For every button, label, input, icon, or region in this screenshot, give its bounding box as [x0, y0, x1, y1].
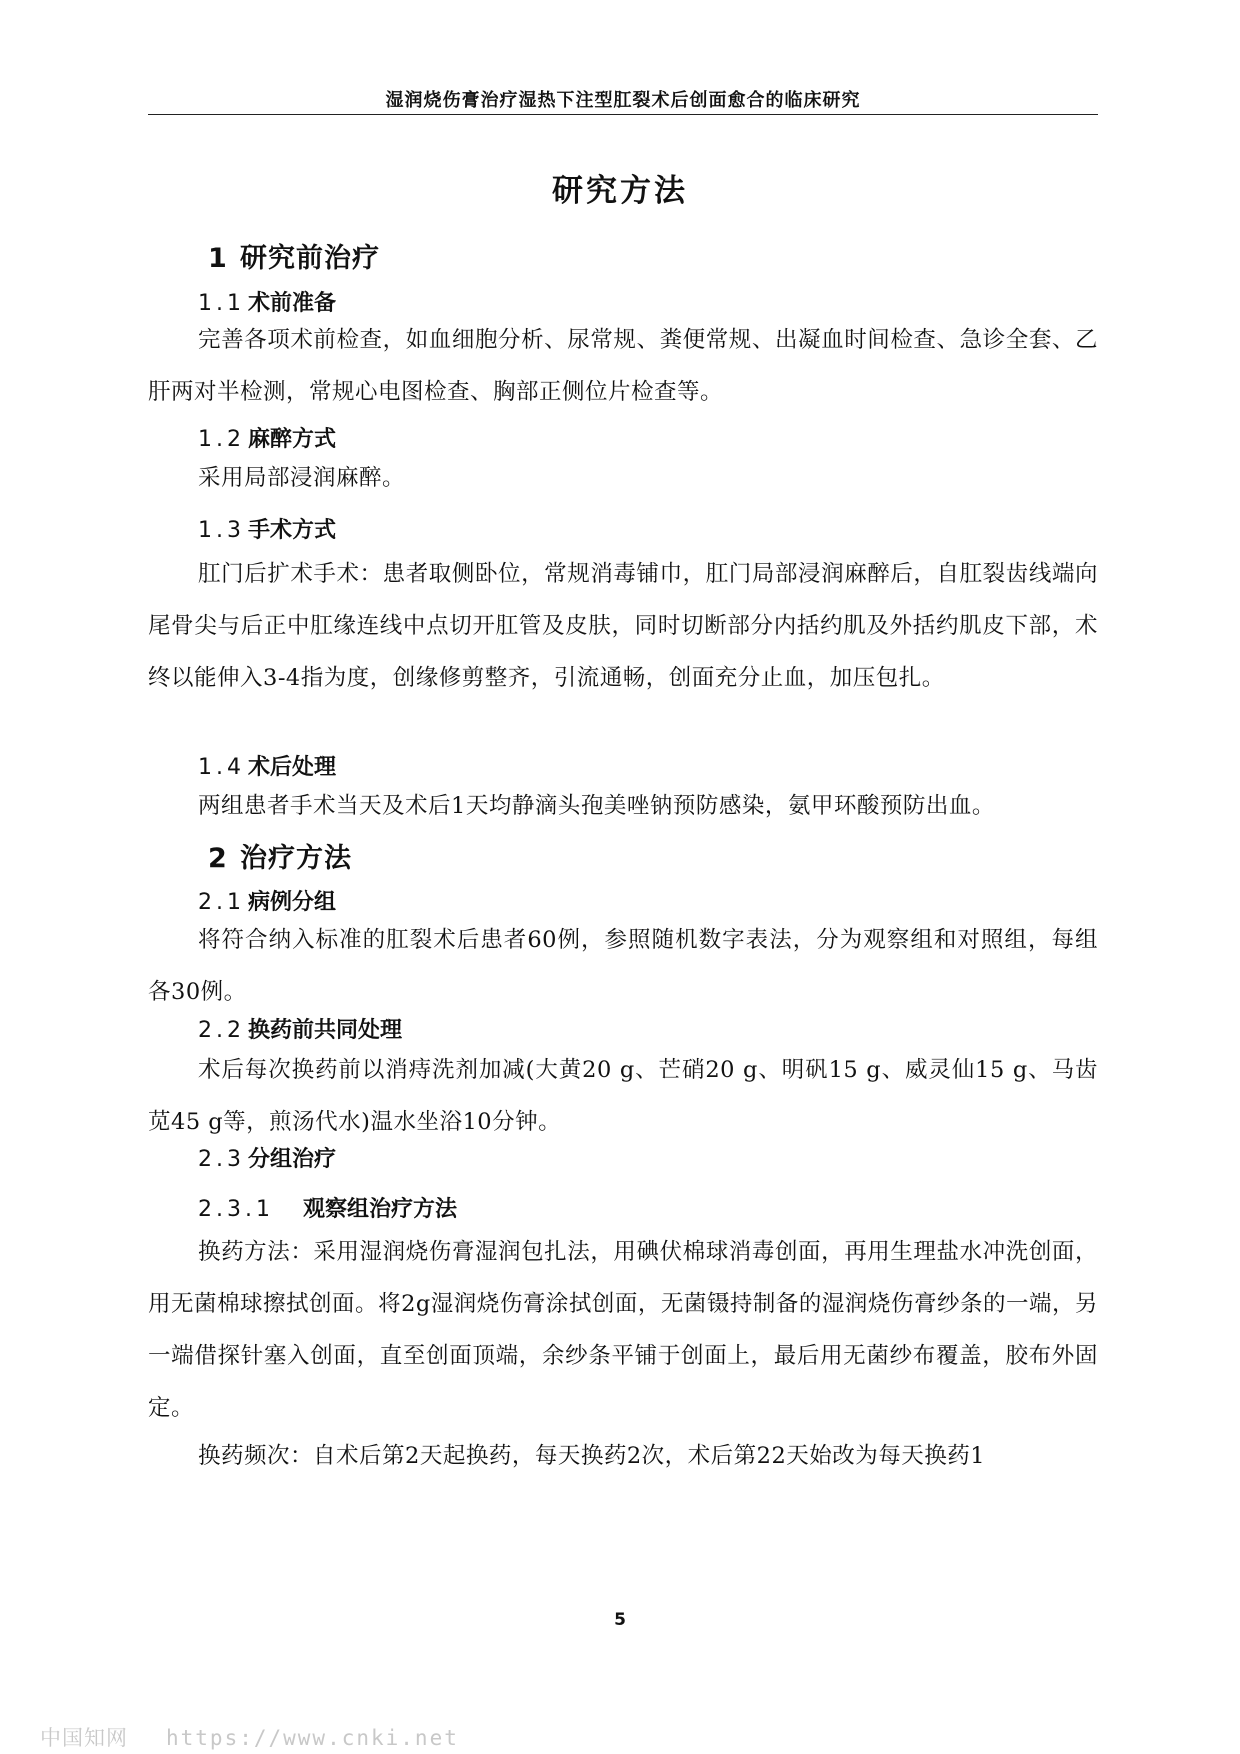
- section-label: 术后处理: [248, 755, 337, 780]
- section-label: 麻醉方式: [248, 427, 337, 452]
- section-number: 1: [208, 243, 228, 274]
- paragraph-1-3: 肛门后扩术手术：患者取侧卧位，常规消毒铺巾，肛门局部浸润麻醉后，自肛裂齿线端向尾骨尖与后正中肛缘连线中点切开肛管及皮肤，同时切断部分内括约肌及外括约肌皮下部，术终以能伸入3-4指为度，创缘修剪整齐，引流通畅，创面充分止血，加压包扎。: [148, 561, 1098, 691]
- section-number: 1.1: [198, 291, 245, 316]
- page-number: 5: [614, 1610, 626, 1630]
- section-label: 术前准备: [248, 291, 337, 316]
- section-label: 观察组治疗方法: [303, 1197, 458, 1222]
- watermark-brand: 中国知网: [40, 1726, 128, 1750]
- paragraph-2-2: 术后每次换药前以消痔洗剂加减(大黄20 g、芒硝20 g、明矾15 g、威灵仙15 g、马齿苋45 g等，煎汤代水)温水坐浴10分钟。: [148, 1057, 1098, 1135]
- section-number: 1.2: [198, 427, 245, 452]
- section-2-1-heading: [198, 885, 336, 916]
- paragraph-1-2: 采用局部浸润麻醉。: [198, 465, 406, 491]
- section-2-3-heading: [198, 1142, 336, 1173]
- section-label: 换药前共同处理: [248, 1018, 403, 1043]
- paragraph-2-1: 将符合纳入标准的肛裂术后患者60例，参照随机数字表法，分为观察组和对照组，每组各30例。: [148, 927, 1098, 1005]
- section-1-3-heading: [198, 513, 336, 544]
- watermark-url: https://www.cnki.net: [166, 1726, 459, 1750]
- section-1-heading: [208, 236, 380, 275]
- section-number: 2.1: [198, 890, 245, 915]
- running-header: 湿润烧伤膏治疗湿热下注型肛裂术后创面愈合的临床研究: [385, 90, 861, 111]
- paragraph-2-3-1-method: 换药方法：采用湿润烧伤膏湿润包扎法，用碘伏棉球消毒创面，再用生理盐水冲洗创面，用无菌棉球擦拭创面。将2g湿润烧伤膏涂拭创面，无菌镊持制备的湿润烧伤膏纱条的一端，另一端借探针塞入创面，直至创面顶端，余纱条平铺于创面上，最后用无菌纱布覆盖，胶布外固定。: [148, 1239, 1098, 1421]
- section-number: 2: [208, 843, 228, 874]
- section-label: 病例分组: [248, 890, 337, 915]
- section-number: 2.3: [198, 1147, 245, 1172]
- section-label: 治疗方法: [240, 843, 352, 874]
- section-number: 2.2: [198, 1018, 245, 1043]
- section-1-2-heading: [198, 422, 336, 453]
- paragraph-1-4: 两组患者手术当天及术后1天均静滴头孢美唑钠预防感染，氨甲环酸预防出血。: [198, 793, 995, 819]
- paragraph-1-1: 完善各项术前检查，如血细胞分析、尿常规、粪便常规、出凝血时间检查、急诊全套、乙肝两对半检测，常规心电图检查、胸部正侧位片检查等。: [148, 327, 1098, 405]
- header-rule: [148, 114, 1098, 115]
- section-1-1-heading: [198, 286, 336, 317]
- section-number: 2.3.1: [198, 1197, 274, 1222]
- section-2-heading: [208, 836, 352, 875]
- section-label: 分组治疗: [248, 1147, 337, 1172]
- section-label: 研究前治疗: [240, 243, 380, 274]
- paragraph-2-3-1-frequency: 换药频次：自术后第2天起换药，每天换药2次，术后第22天始改为每天换药1: [198, 1443, 986, 1469]
- watermark: [40, 1722, 459, 1752]
- section-2-2-heading: [198, 1013, 402, 1044]
- section-1-4-heading: [198, 750, 336, 781]
- section-label: 手术方式: [248, 518, 337, 543]
- section-number: 1.4: [198, 755, 245, 780]
- section-number: 1.3: [198, 518, 245, 543]
- section-2-3-1-heading: [198, 1192, 457, 1223]
- page-title: 研究方法: [552, 173, 688, 209]
